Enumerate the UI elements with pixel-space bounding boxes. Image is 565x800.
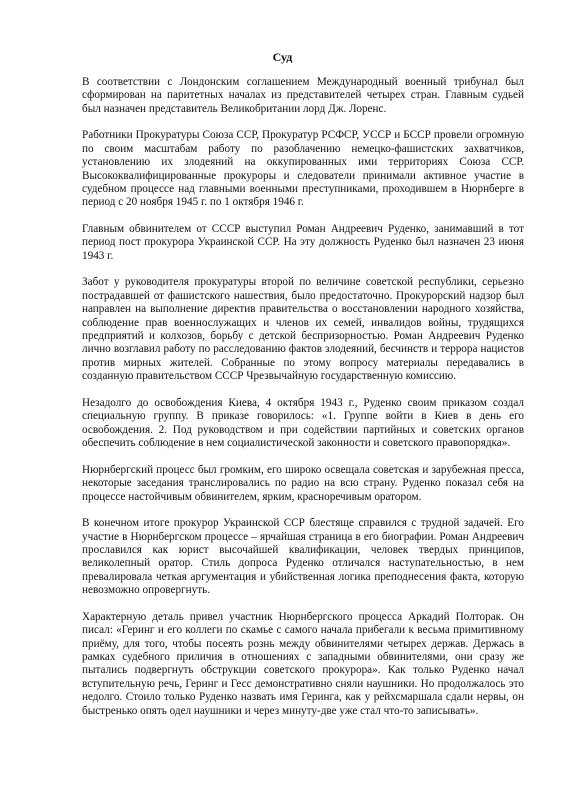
paragraph: Забот у руководителя прокуратуры второй по величине советской республики, серьезно пострадавшей от фашистского нашествия, было предостаточно. Прокурорский надзор был направлен на выполнение директив правительства о восстановлении народного хозяйства, соблюдение прав военнослужащих и членов их семей, инвалидов войны, трудящихся предприятий и колхозов, борьбу с детской беспризорностью. Роман Андреевич Руденко лично возглавил работу по расследованию фактов злодеяний, бесчинств и террора нацистов против мирных жителей. Собранные по этому вопросу материалы передавались в созданную правительством СССР Чрезвычайную государственную комиссию. bbox=[82, 276, 524, 383]
paragraph: Главным обвинителем от СССР выступил Роман Андреевич Руденко, занимавший в тот период пост прокурора Украинской ССР. На эту должность Руденко был назначен 23 июня 1943 г. bbox=[82, 223, 524, 262]
paragraph: Работники Прокуратуры Союза ССР, Прокуратур РСФСР, УССР и БССР провели огромную по своим масштабам работу по разоблачению немецко-фашистских захватчиков, установлению их злодеяний на оккупированных ими территориях Союза ССР. Высококвалифицированные прокуроры и следователи принимали активное участие в судебном процессе над главными военными преступниками, проходившем в Нюрнберге в период с 20 ноября 1945 г. по 1 октября 1946 г. bbox=[82, 129, 524, 209]
paragraph: В конечном итоге прокурор Украинской ССР блестяще справился с трудной задачей. Его участие в Нюрнбергском процессе – ярчайшая страница в его биографии. Роман Андреевич прославился как юрист высочайшей квалификации, человек твердых принципов, великолепный оратор. Стиль допроса Руденко отличался наступательностью, в нем превалировала четкая аргументация и убийственная логика преподнесения факта, которую невозможно опровергнуть. bbox=[82, 517, 524, 597]
paragraph: Нюрнбергский процесс был громким, его широко освещала советская и зарубежная пресса, некоторые заседания транслировались по радио на всю страну. Руденко показал себя на процессе настойчивым обвинителем, ярким, красноречивым оратором. bbox=[82, 463, 524, 503]
paragraph: В соответствии с Лондонским соглашением Международный военный трибунал был сформирован на паритетных началах из представителей четырех стран. Главным судьей был назначен представитель Великобритании лорд Дж. Лоренс. bbox=[82, 76, 524, 115]
paragraph: Характерную деталь привел участник Нюрнбергского процесса Аркадий Полторак. Он писал: «Геринг и его коллеги по скамье с самого начала прибегали к весьма примитивному приёму, для того, чтобы посеять рознь между обвинителями четырех держав. Держась в рамках судебного приличия в отношениях с западными обвинителями, они сразу же пытались подвергнуть обструкции советского прокурора». Как только Руденко начал вступительную речь, Геринг и Гесс демонстративно сняли наушники. Но продолжалось это недолго. Стоило только Руденко назвать имя Геринга, как у рейхсмаршала сдали нервы, он быстренько опять одел наушники и через минуту-две уже стал что-то записывать». bbox=[82, 610, 524, 717]
paragraph: Незадолго до освобождения Киева, 4 октября 1943 г., Руденко своим приказом создал специальную группу. В приказе говорилось: «1. Группе войти в Киев в день его освобождения. 2. Под руководством и при содействии партийных и советских органов обеспечить соблюдение в нем социалистической законности и советского правопорядка». bbox=[82, 396, 524, 450]
document-body bbox=[82, 76, 524, 731]
document-title: Суд bbox=[272, 50, 293, 64]
